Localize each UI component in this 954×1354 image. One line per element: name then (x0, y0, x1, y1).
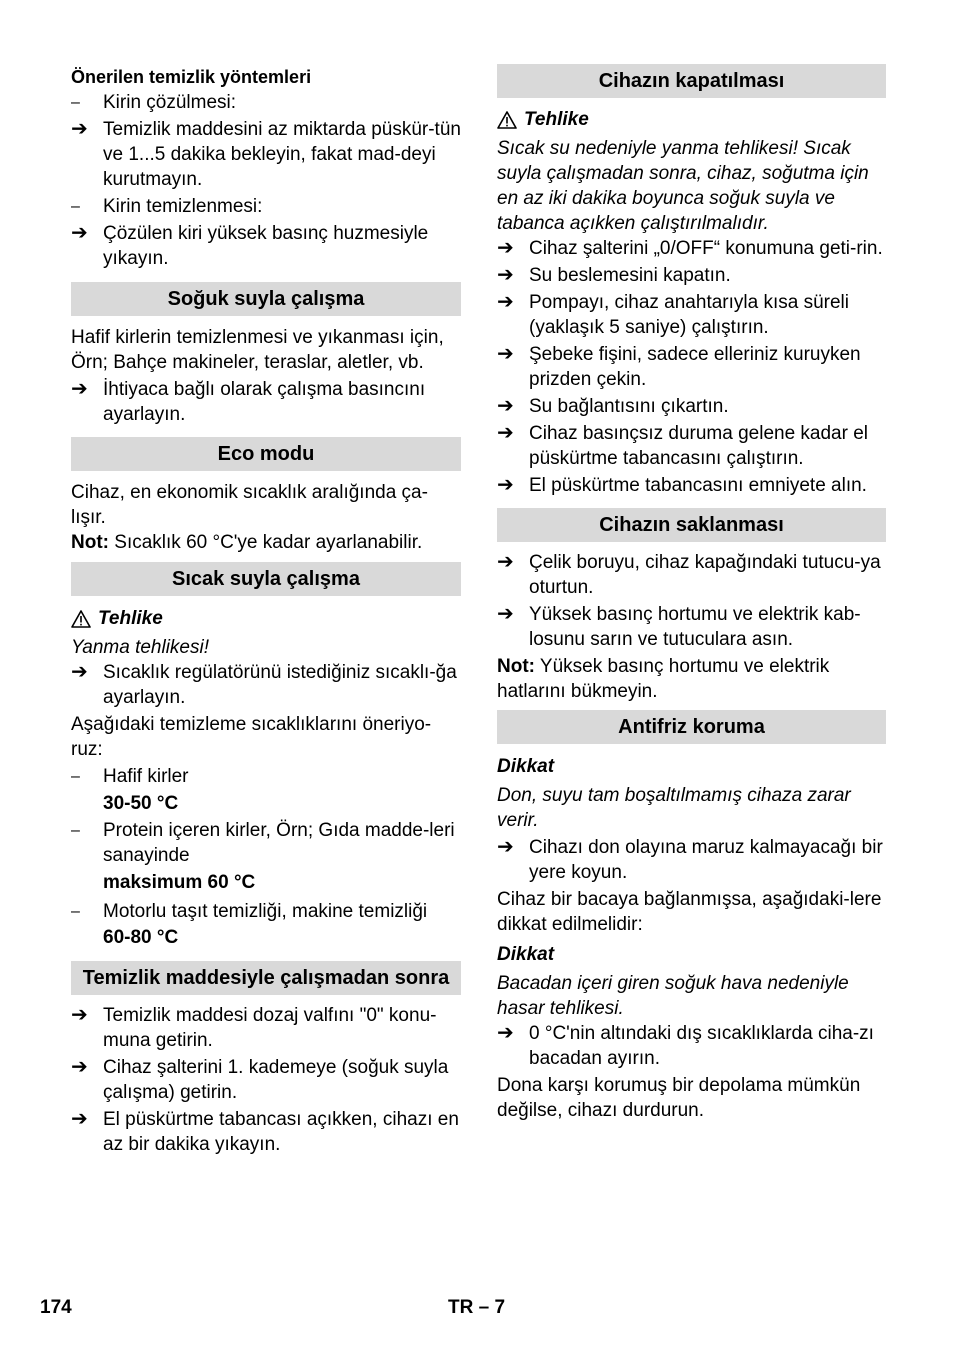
arrow-right-icon: ➔ (497, 237, 514, 259)
section-heading-cold: Soğuk suyla çalışma (71, 282, 461, 316)
temp-value: 60-80 °C (103, 927, 179, 948)
arrow-right-icon: ➔ (71, 1108, 88, 1130)
step-item: ➔ Çelik boruyu, cihaz kapağındaki tutucu-ya oturtun. (497, 551, 881, 598)
step-item: ➔ Yüksek basınç hortumu ve elektrik kab-losunu sarın ve tutuculara asın. (497, 603, 861, 650)
danger-text: Sıcak su nedeniyle yanma tehlikesi! Sıcak suyla çalışmadan sonra, cihaz, soğutma için en az iki dakika boyunca soğuk suyla ve tabanca açıkken çalıştırılmalıdır. (497, 138, 869, 234)
temp-value: 30-50 °C (103, 793, 179, 814)
left-column (71, 64, 461, 1157)
step-item: ➔ Su bağlantısını çıkartın. (497, 395, 729, 417)
arrow-right-icon: ➔ (71, 222, 88, 244)
dash-icon: – (71, 903, 80, 920)
list-item: – Hafif kirler (71, 766, 189, 787)
list-item: – Kirin çözülmesi: (71, 92, 237, 113)
arrow-right-icon: ➔ (497, 836, 514, 858)
warning-triangle-icon (71, 610, 91, 628)
arrow-right-icon: ➔ (497, 474, 514, 496)
section-heading-frost: Antifriz koruma (497, 710, 886, 744)
closing-text: Dona karşı korumuş bir depolama mümkün değilse, cihazı durdurun. (497, 1075, 861, 1121)
caution-label: Dikkat (497, 756, 555, 777)
arrow-right-icon: ➔ (497, 1022, 514, 1044)
methods-title: Önerilen temizlik yöntemleri (71, 67, 312, 87)
arrow-right-icon: ➔ (497, 551, 514, 573)
cold-intro: Hafif kirlerin temizlenmesi ve yıkanması için, Örn; Bahçe makineler, teraslar, aletler, vb. (71, 327, 444, 373)
list-item: – Kirin temizlenmesi: (71, 196, 263, 217)
list-item: – Protein içeren kirler, Örn; Gıda madde-leri sanayinde (71, 820, 455, 866)
page-number: 174 (40, 1297, 72, 1318)
chimney-text: Cihaz bir bacaya bağlanmışsa, aşağıdaki-lere dikkat edilmelidir: (497, 889, 882, 935)
step-item: ➔ Pompayı, cihaz anahtarıyla kısa süreli (yaklaşık 5 saniye) çalıştırın. (497, 291, 849, 338)
list-item: – Motorlu taşıt temizliği, makine temizliği (71, 901, 428, 922)
note-text: Sıcaklık 60 °C'ye kadar ayarlanabilir. (114, 532, 423, 553)
step-item: ➔ El püskürtme tabancası açıkken, cihazı en az bir dakika yıkayın. (71, 1108, 459, 1155)
caution-text: Don, suyu tam boşaltılmamış cihaza zarar verir. (497, 785, 851, 831)
step-item: ➔ Cihaz basınçsız duruma gelene kadar el püskürtme tabancasını çalıştırın. (497, 422, 869, 469)
arrow-right-icon: ➔ (497, 395, 514, 417)
arrow-right-icon: ➔ (497, 343, 514, 365)
step-item: ➔ Su beslemesini kapatın. (497, 264, 731, 286)
danger-text: Yanma tehlikesi! (71, 637, 209, 658)
arrow-right-icon: ➔ (71, 1056, 88, 1078)
recommend-text: Aşağıdaki temizleme sıcaklıklarını öneriyo-ruz: (71, 714, 432, 760)
warning-triangle-icon (497, 111, 517, 129)
step-item: ➔ El püskürtme tabancasını emniyete alın. (497, 474, 867, 496)
note-label: Not: (71, 532, 109, 553)
step-item: ➔ İhtiyaca bağlı olarak çalışma basıncını ayarlayın. (71, 378, 426, 425)
arrow-right-icon: ➔ (71, 378, 88, 400)
arrow-right-icon: ➔ (497, 264, 514, 286)
dash-icon: – (71, 768, 80, 785)
step-item: ➔ Temizlik maddesi dozaj valfını "0" konu-muna getirin. (71, 1004, 437, 1051)
temp-value: maksimum 60 °C (103, 872, 256, 893)
eco-note (71, 530, 461, 555)
step-item: ➔ Cihaz şalterini 1. kademeye (soğuk suyla çalışma) getirin. (71, 1056, 449, 1103)
section-heading-hot: Sıcak suyla çalışma (71, 562, 461, 596)
danger-label: Tehlike (497, 107, 886, 132)
note-label: Not: (497, 656, 535, 677)
section-heading-after-detergent: Temizlik maddesiyle çalışmadan sonra (71, 961, 461, 995)
arrow-right-icon: ➔ (497, 291, 514, 313)
caution-text: Bacadan içeri giren soğuk hava nedeniyle hasar tehlikesi. (497, 973, 849, 1019)
step-item: ➔ Cihazı don olayına maruz kalmayacağı bir yere koyun. (497, 836, 883, 883)
step-item: ➔ Sıcaklık regülatörünü istediğiniz sıcaklı-ğa ayarlayın. (71, 661, 457, 708)
dash-icon: – (71, 198, 80, 215)
step-item: ➔ 0 °C'nin altındaki dış sıcaklıklarda ciha-zı bacadan ayırın. (497, 1022, 874, 1069)
caution-label: Dikkat (497, 944, 555, 965)
dash-icon: – (71, 94, 80, 111)
step-item: ➔ Cihaz şalterini „0/OFF“ konumuna geti-rin. (497, 237, 883, 259)
step-item: ➔ Şebeke fişini, sadece elleriniz kuruyken prizden çekin. (497, 343, 861, 390)
right-column (497, 64, 886, 1123)
arrow-right-icon: ➔ (71, 118, 88, 140)
storage-note (497, 654, 886, 704)
note-text: Yüksek basınç hortumu ve elektrik hatlarını bükmeyin. (497, 656, 830, 702)
step-item: ➔ Temizlik maddesini az miktarda püskür-tün ve 1...5 dakika bekleyin, fakat mad-deyi kurutmayın. (71, 118, 461, 190)
arrow-right-icon: ➔ (71, 1004, 88, 1026)
arrow-right-icon: ➔ (71, 661, 88, 683)
arrow-right-icon: ➔ (497, 603, 514, 625)
eco-text: Cihaz, en ekonomik sıcaklık aralığında ça-lışır. (71, 482, 428, 528)
step-item: ➔ Çözülen kiri yüksek basınç huzmesiyle yıkayın. (71, 222, 429, 269)
section-heading-eco: Eco modu (71, 437, 461, 471)
language-page-label: TR – 7 (448, 1297, 506, 1318)
arrow-right-icon: ➔ (497, 422, 514, 444)
section-heading-shutdown: Cihazın kapatılması (497, 64, 886, 98)
section-heading-storage: Cihazın saklanması (497, 508, 886, 542)
danger-label: Tehlike (71, 606, 461, 631)
dash-icon: – (71, 822, 80, 839)
